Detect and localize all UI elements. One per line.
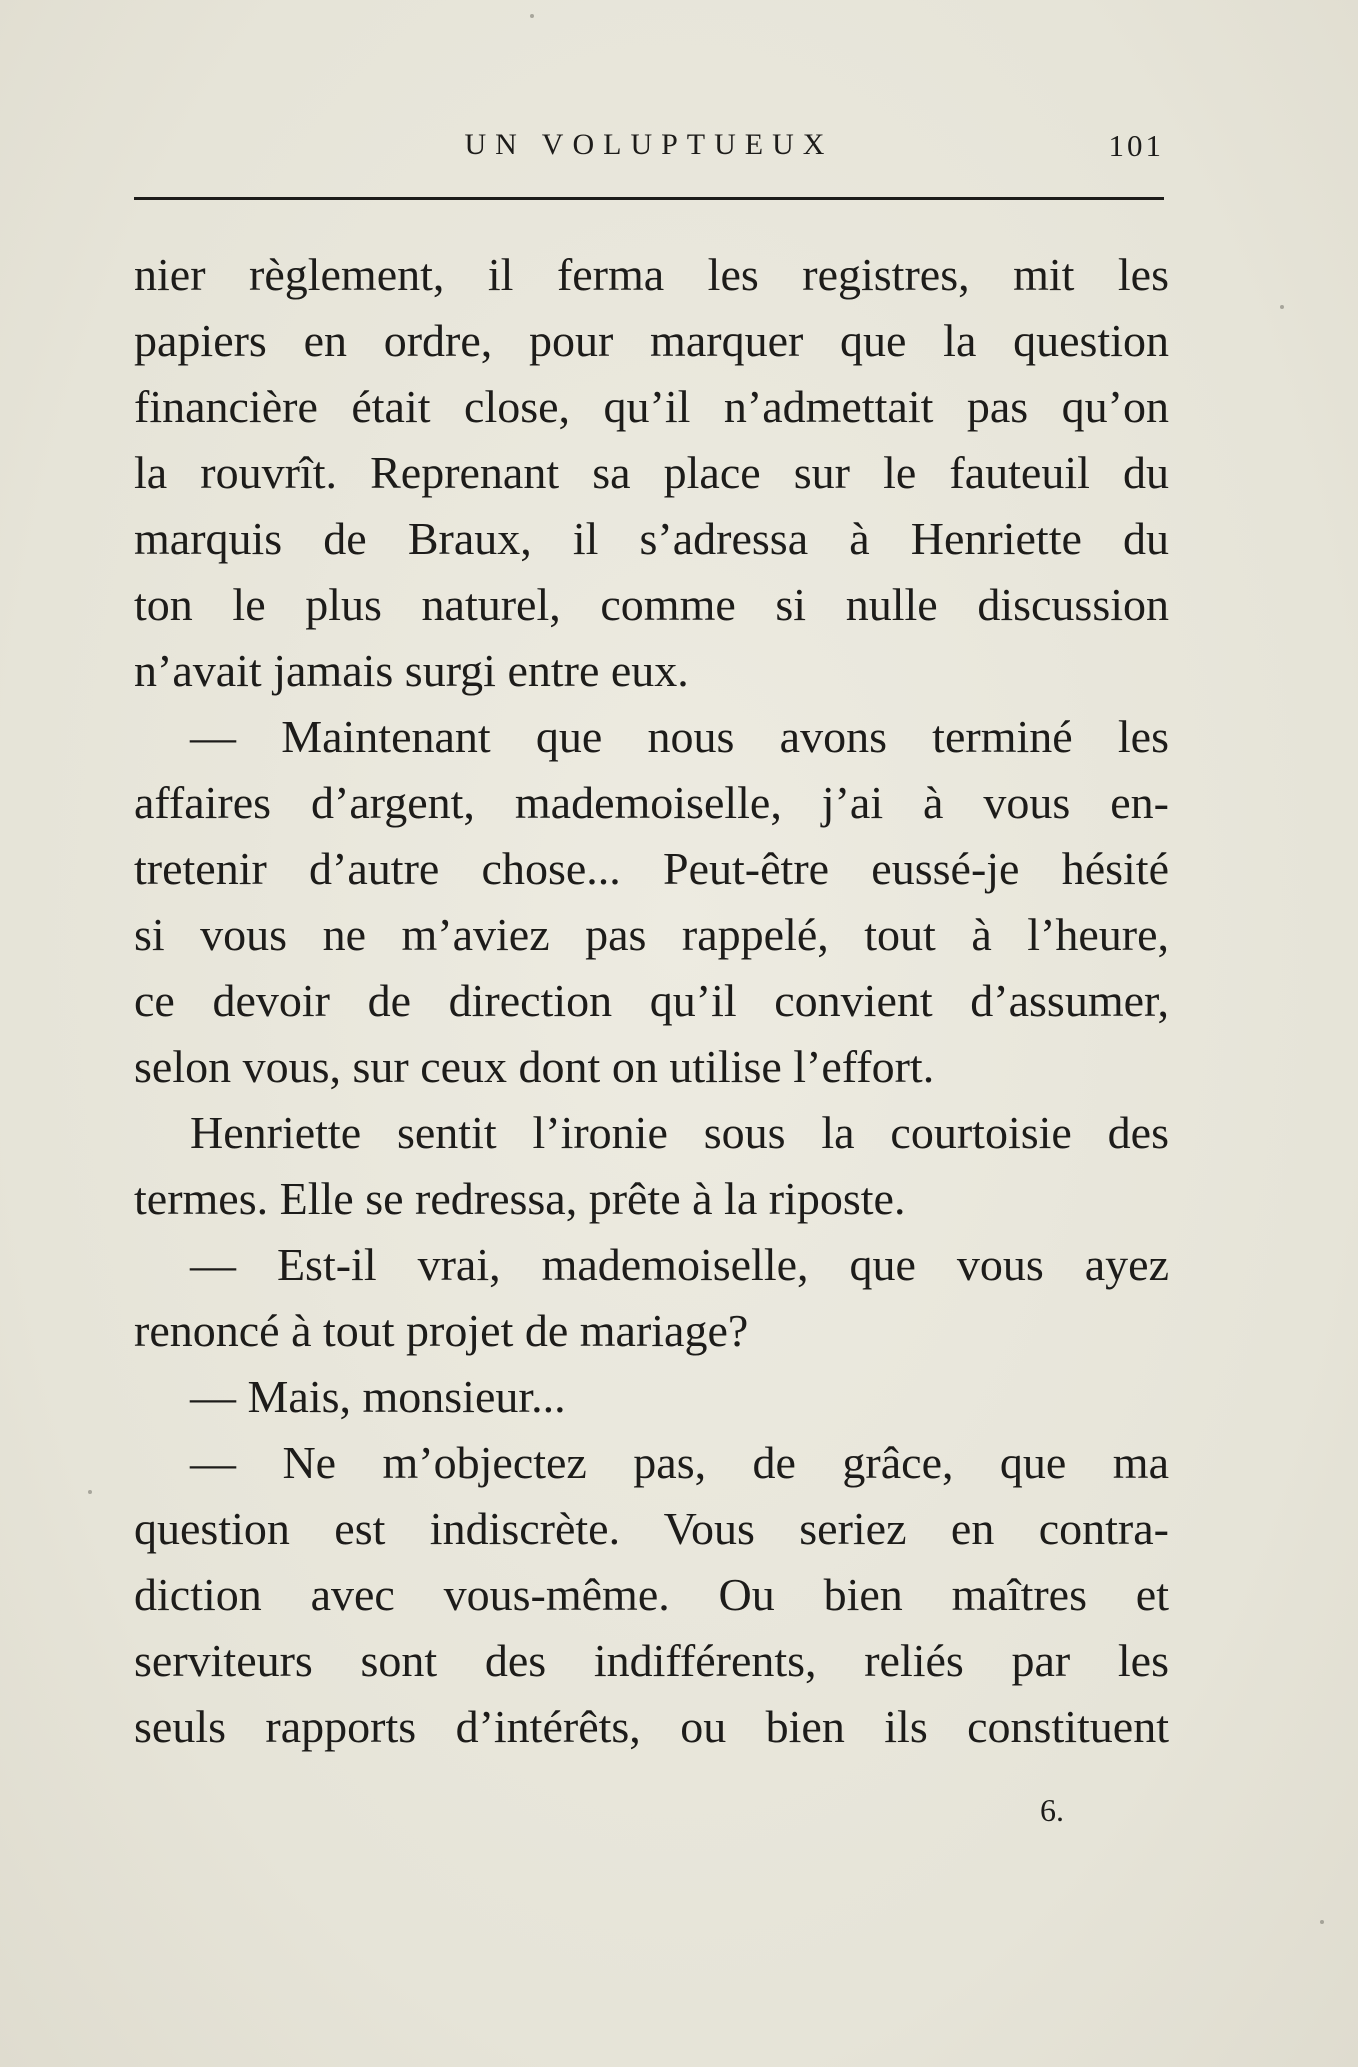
text-line: n’avait jamais surgi entre eux. — [134, 645, 689, 696]
text-line: tretenir d’autre chose... Peut-être eussé-je hésité — [134, 843, 1169, 894]
text-line: financière était close, qu’il n’admettait pas qu’on — [134, 381, 1169, 432]
text-line: serviteurs sont des indifférents, reliés par les — [134, 1635, 1169, 1686]
text-line: affaires d’argent, mademoiselle, j’ai à vous en- — [134, 777, 1169, 828]
text-line: la rouvrît. Reprenant sa place sur le fauteuil du — [134, 447, 1169, 498]
text-line: si vous ne m’aviez pas rappelé, tout à l’heure, — [134, 909, 1169, 960]
paper-speck — [1280, 305, 1284, 309]
signature-mark: 6. — [1040, 1792, 1064, 1828]
text-line: renoncé à tout projet de mariage? — [134, 1305, 749, 1356]
text-line: ton le plus naturel, comme si nulle discussion — [134, 579, 1169, 630]
running-title: UN VOLUPTUEUX — [464, 128, 834, 161]
page-number: 101 — [1108, 128, 1164, 163]
text-line: — Ne m’objectez pas, de grâce, que ma — [190, 1437, 1169, 1488]
text-line: diction avec vous-même. Ou bien maîtres et — [134, 1569, 1169, 1620]
body-text — [134, 242, 1169, 1760]
paper-speck — [530, 14, 534, 18]
text-line: seuls rapports d’intérêts, ou bien ils constituent — [134, 1701, 1169, 1752]
paper-speck — [88, 1490, 92, 1494]
header-rule — [134, 197, 1164, 200]
running-head — [134, 122, 1164, 172]
paper-speck — [1320, 1920, 1324, 1924]
text-line: ce devoir de direction qu’il convient d’assumer, — [134, 975, 1169, 1026]
text-line: Henriette sentit l’ironie sous la courtoisie des — [190, 1107, 1169, 1158]
text-line: — Est-il vrai, mademoiselle, que vous ayez — [190, 1239, 1169, 1290]
text-line: papiers en ordre, pour marquer que la question — [134, 315, 1169, 366]
text-line: termes. Elle se redressa, prête à la riposte. — [134, 1173, 906, 1224]
text-line: question est indiscrète. Vous seriez en contra- — [134, 1503, 1169, 1554]
text-line: selon vous, sur ceux dont on utilise l’effort. — [134, 1041, 935, 1092]
text-line: nier règlement, il ferma les registres, mit les — [134, 249, 1169, 300]
text-line: — Mais, monsieur... — [190, 1371, 566, 1422]
text-line: — Maintenant que nous avons terminé les — [190, 711, 1169, 762]
text-line: marquis de Braux, il s’adressa à Henriette du — [134, 513, 1169, 564]
